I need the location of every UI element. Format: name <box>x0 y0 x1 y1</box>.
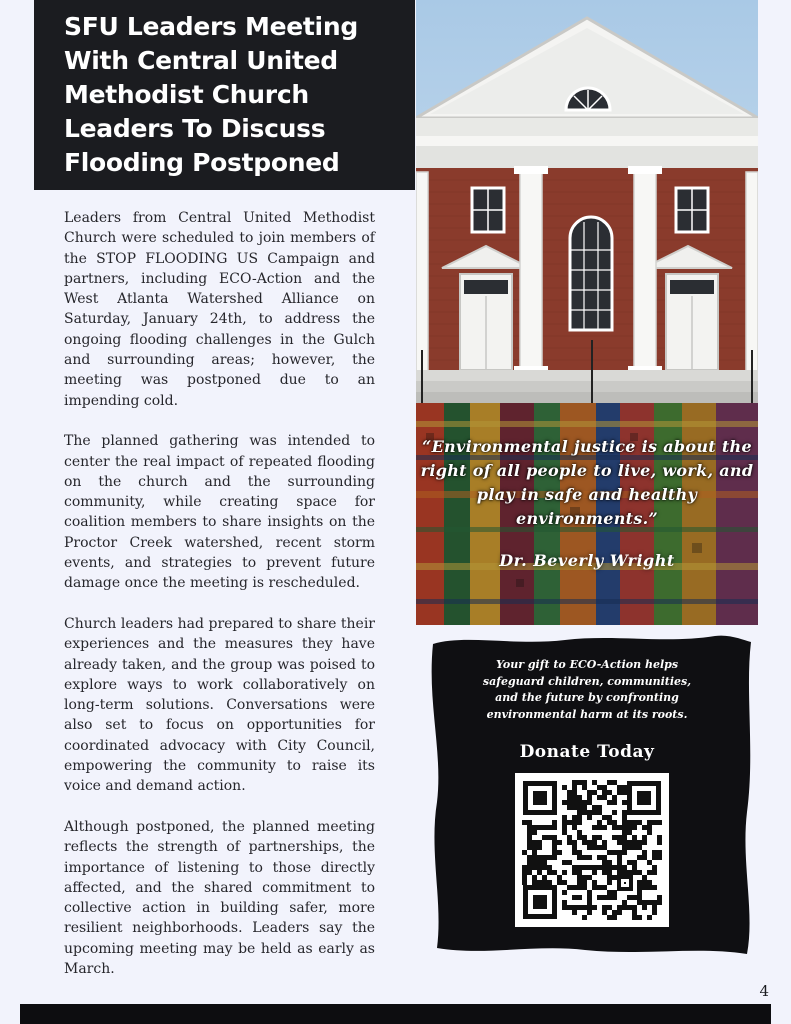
article-body <box>64 208 375 1000</box>
quote-author: Dr. Beverly Wright <box>499 551 675 570</box>
page-number: 4 <box>759 982 769 1000</box>
article-paragraph: Although postponed, the planned meeting reflects the strength of partnerships, the importance of listening to those directly affected, and the shared commitment to collective action in building safer, more resilient neighborhoods. Leaders say the upcoming meeting may be held as early as March. <box>64 818 375 977</box>
donate-today-label[interactable]: Donate Today <box>519 742 655 762</box>
page-title: SFU Leaders Meeting With Central United Methodist Church Leaders To Discuss Flooding Postponed <box>64 12 358 177</box>
church-illustration <box>416 0 758 403</box>
article-paragraph: The planned gathering was intended to center the real impact of repeated flooding on the church and the surrounding community, while creating space for coalition members to share insights on the Proctor Creek watershed, recent storm events, and strategies to prevent future damage once the meeting is rescheduled. <box>64 433 375 592</box>
quote-panel <box>416 403 758 625</box>
article-paragraph: Church leaders had prepared to share their experiences and the measures they have already taken, and the group was poised to explore ways to work collaboratively on long-term solutions. Conversations were also set to focus on opportunities for coordinated advocacy with City Council, empowering the community to raise its voice and demand action. <box>64 615 375 795</box>
article-paragraph: Leaders from Central United Methodist Church were scheduled to join members of the STOP FLOODING US Campaign and partners, including ECO-Action and the West Atlanta Watershed Alliance on Saturday, January 24th, to address the ongoing flooding challenges in the Gulch and surrounding areas; however, the meeting was postponed due to an impending cold. <box>64 210 375 409</box>
qr-code-icon[interactable] <box>515 773 669 927</box>
donate-message: Your gift to ECO-Action helps safeguard children, communities, and the future by confronting environmental harm at its roots. <box>482 658 692 721</box>
footer-bar <box>20 1004 771 1024</box>
quote-text: “Environmental justice is about the right of all people to live, work, and play in safe and healthy environments.” <box>420 437 754 528</box>
headline-box <box>34 0 415 190</box>
qr-code-graphic[interactable] <box>515 773 669 927</box>
church-photo <box>416 0 758 403</box>
